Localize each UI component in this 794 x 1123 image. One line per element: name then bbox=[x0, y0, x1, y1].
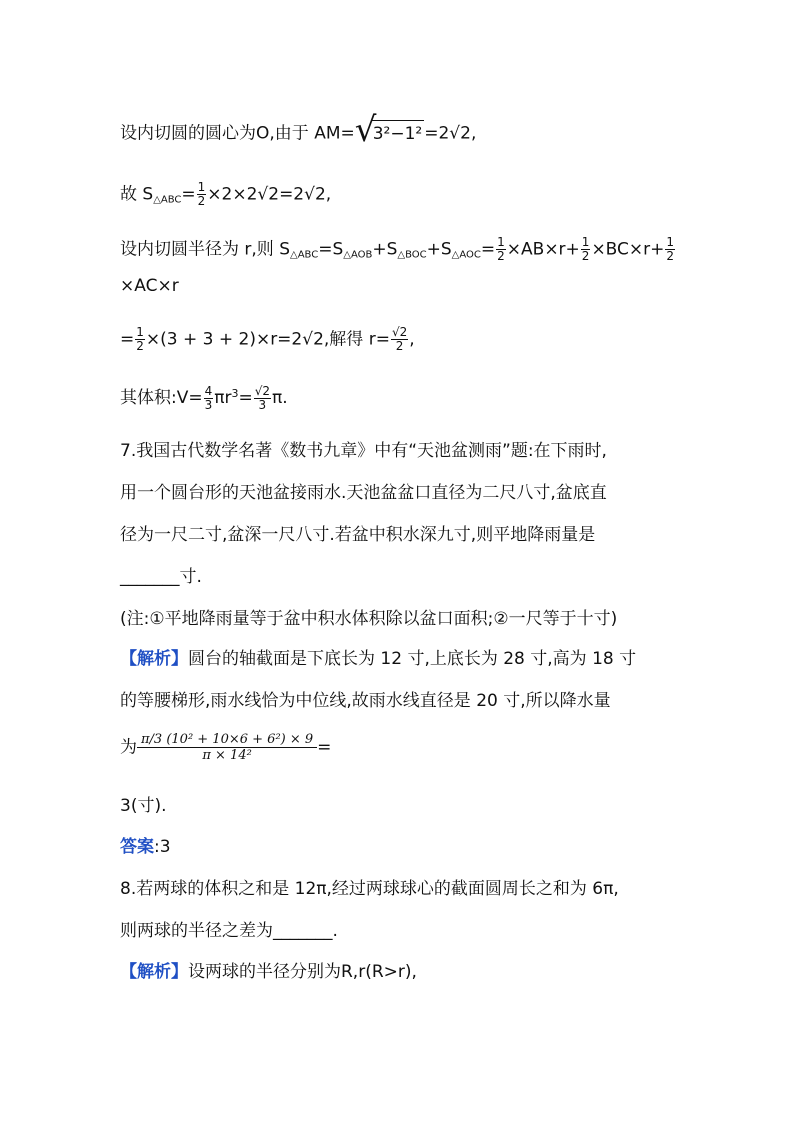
subscript: △BOC bbox=[397, 249, 427, 261]
subscript: △AOC bbox=[451, 249, 481, 261]
fraction-root2-over-3: $\frac{√2}{3}$ bbox=[254, 383, 271, 412]
fraction-half: $\frac{1}{2}$ bbox=[581, 235, 590, 263]
fraction-root2-over-2: $\frac{√2}{2}$ bbox=[391, 325, 408, 353]
text: 设内切圆半径为 r,则 S bbox=[120, 239, 290, 260]
fraction-half: $\frac{1}{2}$ bbox=[197, 180, 206, 208]
question-8-line-1: 8.若两球的体积之和是 12π,经过两球球心的截面圆周长之和为 6π, bbox=[120, 879, 619, 899]
question-7-line-4: _______寸. bbox=[120, 567, 202, 587]
text: = bbox=[317, 737, 332, 758]
fraction-half: $\frac{1}{2}$ bbox=[666, 235, 675, 263]
solution-7-formula bbox=[120, 732, 331, 763]
solution-7-line-1 bbox=[120, 648, 636, 670]
question-8-line-2: 则两球的半径之差为_______. bbox=[120, 921, 338, 941]
solution-tag: 【解析】 bbox=[120, 962, 188, 982]
solution-8-line-1 bbox=[120, 961, 417, 983]
text: πr bbox=[214, 388, 232, 408]
answer-label: 答案 bbox=[120, 837, 154, 857]
subscript: △ABC bbox=[153, 194, 182, 206]
text: 圆台的轴截面是下底长为 12 寸,上底长为 28 寸,高为 18 寸 bbox=[188, 649, 637, 669]
line-incircle-center bbox=[120, 110, 477, 150]
solution-7-result: 3(寸). bbox=[120, 796, 167, 816]
text: ×AB×r+ bbox=[506, 239, 580, 260]
radicand: 3²−1² bbox=[371, 120, 425, 147]
answer-value: :3 bbox=[154, 837, 171, 857]
solution-7-line-2: 的等腰梯形,雨水线恰为中位线,故雨水线直径是 20 寸,所以降水量 bbox=[120, 691, 611, 711]
text: 为 bbox=[120, 737, 137, 758]
superscript: 3 bbox=[231, 387, 239, 400]
question-7-line-2: 用一个圆台形的天池盆接雨水.天池盆盆口直径为二尺八寸,盆底直 bbox=[120, 483, 607, 503]
line-area-abc bbox=[120, 181, 331, 212]
line-volume bbox=[120, 383, 288, 412]
text: , bbox=[409, 329, 415, 350]
fraction-four-thirds: $\frac{4}{3}$ bbox=[204, 383, 213, 412]
text: = bbox=[120, 329, 135, 350]
question-7-note: (注:①平地降雨量等于盆中积水体积除以盆口面积;②一尺等于十寸) bbox=[120, 609, 618, 629]
line-incircle-radius: 设内切圆半径为 r,则 $S_{\triangle ABC}=S_{\triangle AOB}+S_{\triangle BOC}+S_{\triangle AOC}=$ $\frac{1}{2}$ ×AB×r+ $\frac{1}{2}$ ×BC×r+ $\frac{1}{2}$ bbox=[120, 235, 675, 263]
text: =2√2, bbox=[424, 123, 477, 144]
rain-volume-fraction: $\frac{\text{π/3 (10² + 10×6 + 6²) × 9}}{\text{π × 14²}}$ bbox=[137, 732, 317, 763]
text: π. bbox=[272, 388, 288, 408]
subscript: △ABC bbox=[290, 249, 319, 261]
text: 设两球的半径分别为R,r(R>r), bbox=[188, 962, 417, 982]
text: = bbox=[238, 388, 253, 408]
text: ×BC×r+ bbox=[591, 239, 665, 260]
line-ac-r bbox=[120, 275, 179, 297]
line-solve-r bbox=[120, 326, 415, 353]
answer-7 bbox=[120, 836, 171, 858]
sqrt-expression: √ 3²−1² bbox=[354, 110, 423, 150]
text: ×(3 + 3 + 2)×r=2√2,解得 r= bbox=[145, 329, 390, 350]
text: ×AC×r bbox=[120, 276, 179, 296]
text: 其体积:V= bbox=[120, 388, 203, 408]
text: ×2×2√2=2√2, bbox=[207, 184, 332, 205]
question-7-line-1: 7.我国古代数学名著《数书九章》中有“天池盆测雨”题:在下雨时, bbox=[120, 441, 607, 461]
text: = bbox=[181, 184, 196, 205]
subscript: △AOB bbox=[343, 249, 373, 261]
fraction-half: $\frac{1}{2}$ bbox=[136, 325, 144, 353]
text: 设内切圆的圆心为O,由于 AM= bbox=[120, 123, 355, 144]
fraction-half: $\frac{1}{2}$ bbox=[497, 235, 505, 263]
question-7-line-3: 径为一尺二寸,盆深一尺八寸.若盆中积水深九寸,则平地降雨量是 bbox=[120, 525, 596, 545]
solution-tag: 【解析】 bbox=[120, 649, 188, 669]
text: 故 S bbox=[120, 184, 154, 205]
